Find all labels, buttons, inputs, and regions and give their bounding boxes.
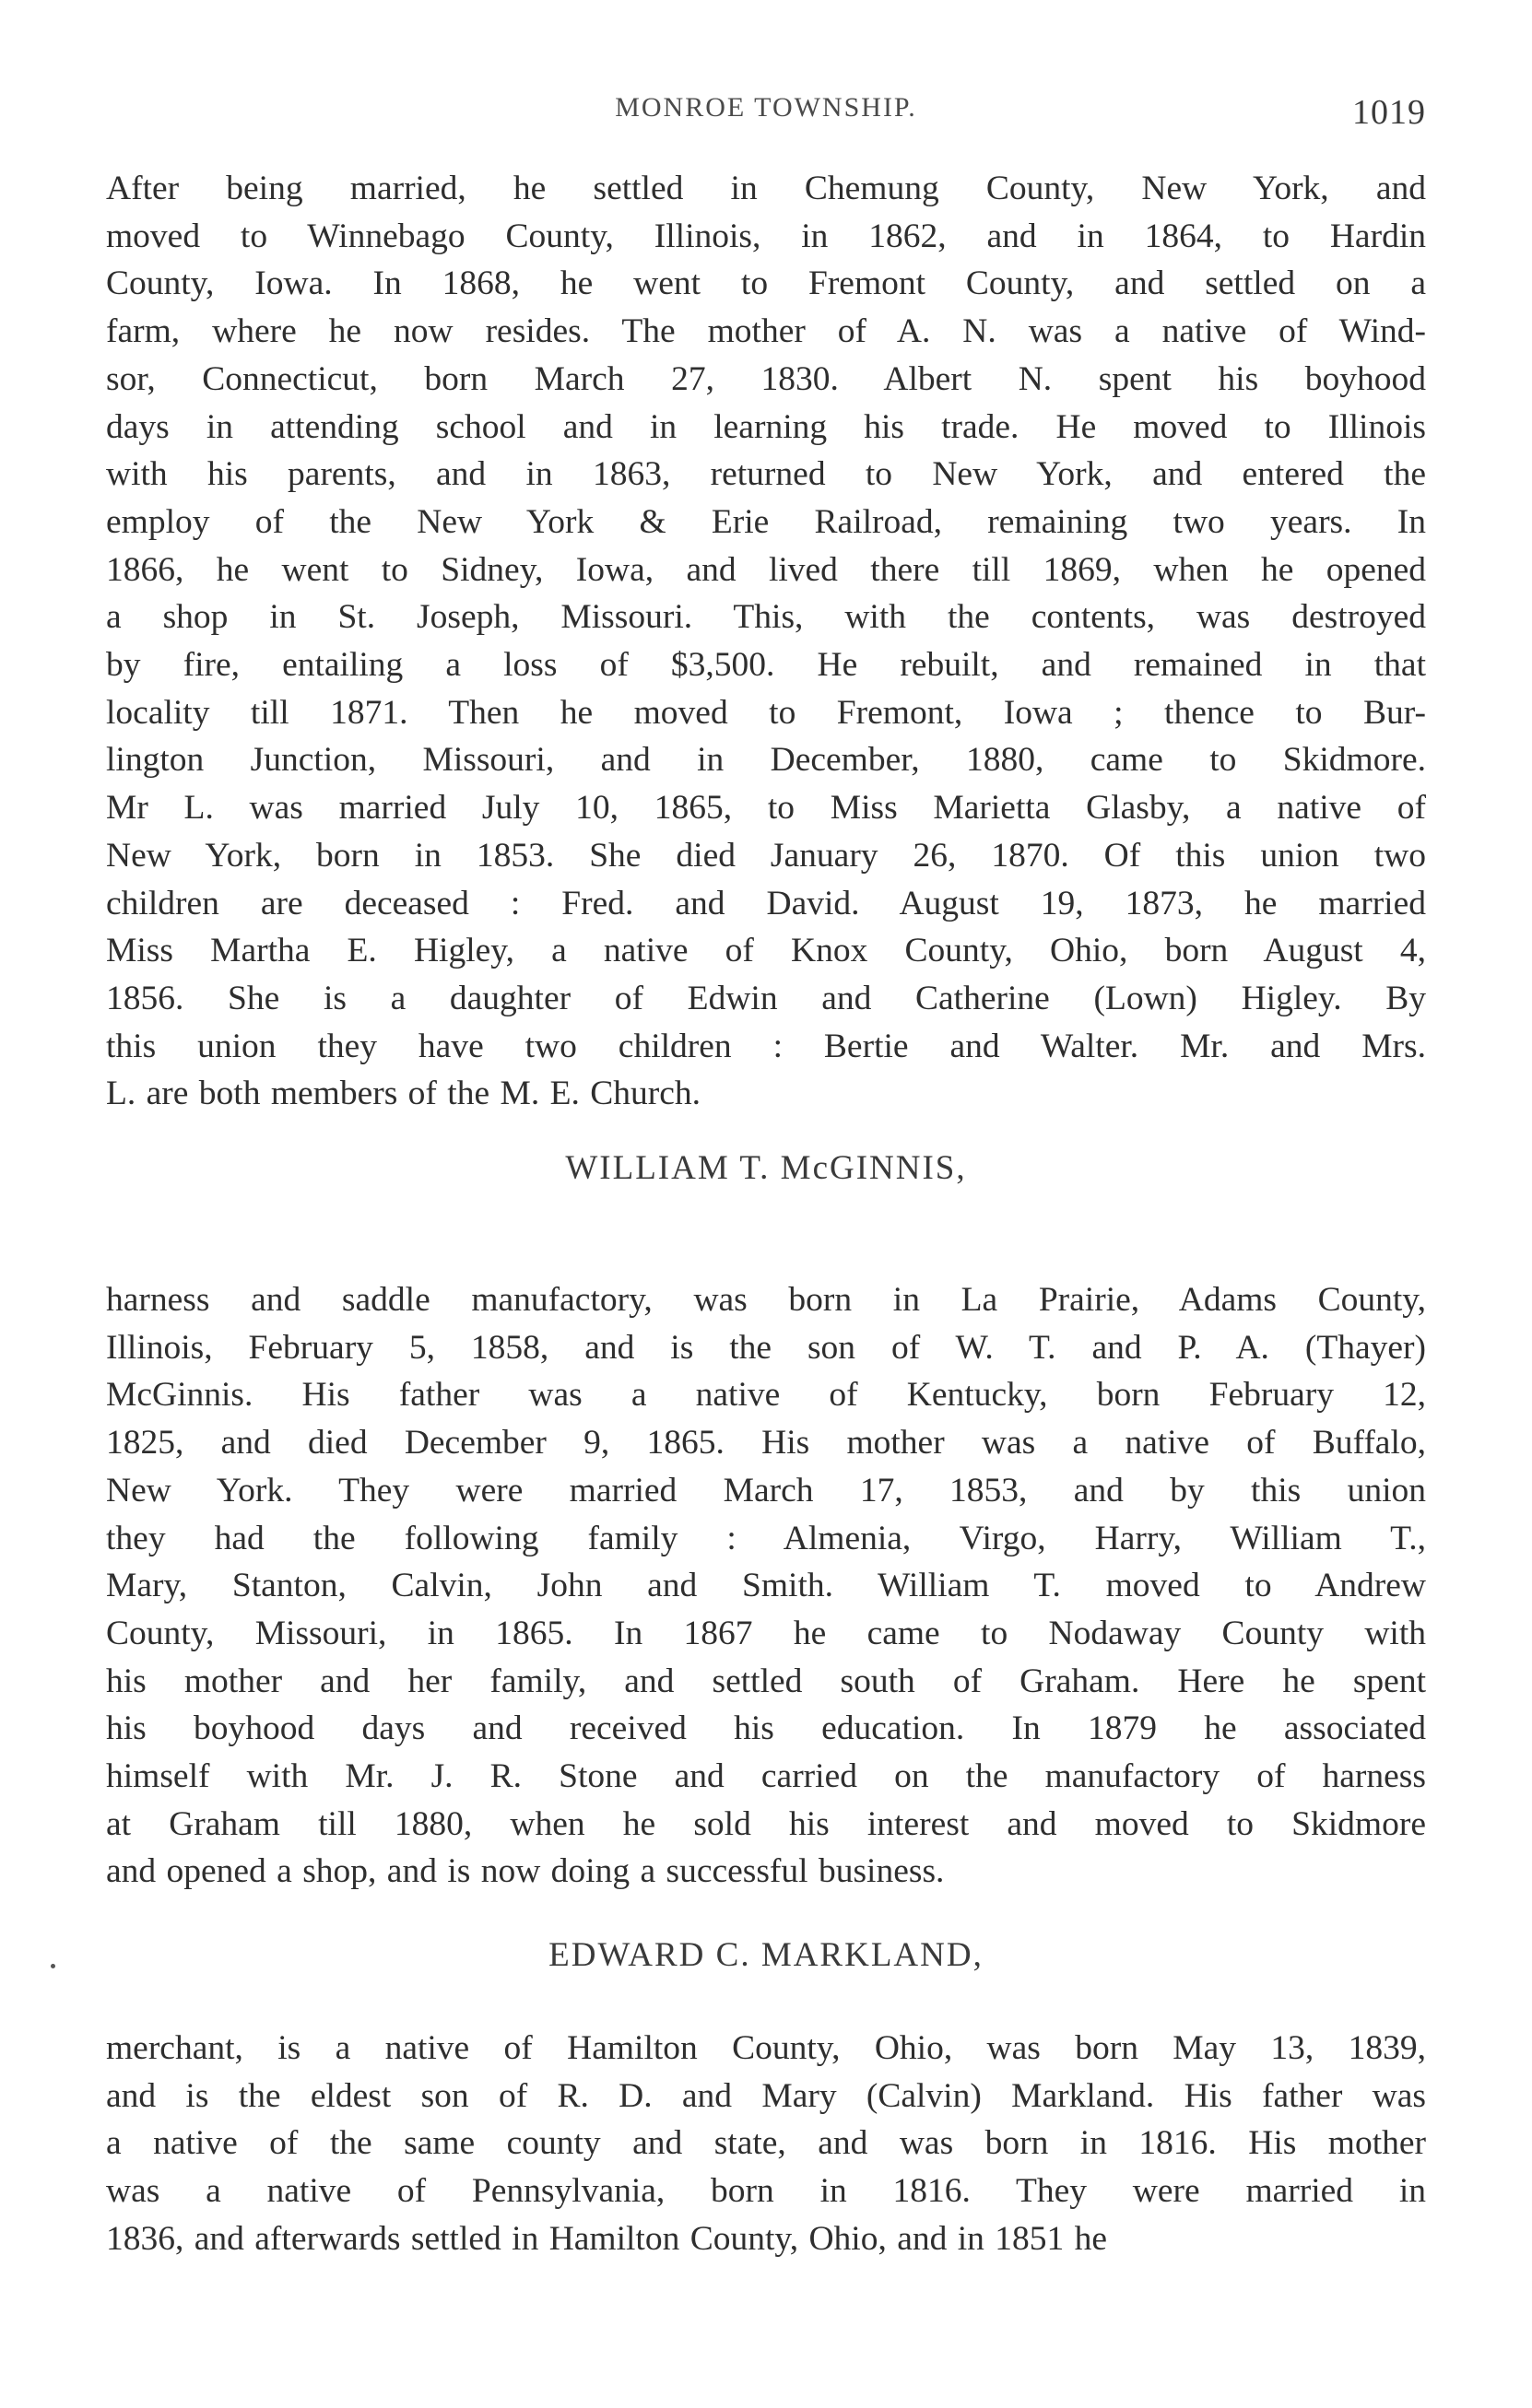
heading-edward-c-markland: EDWARD C. MARKLAND, xyxy=(548,1936,984,1974)
paragraph-continued-biography xyxy=(106,165,1426,1118)
text-line: County, Missouri, in 1865. In 1867 he came to Nodaway County with xyxy=(106,1614,1426,1652)
paragraph-markland-biography xyxy=(106,2025,1426,2263)
text-line: days in attending school and in learning his trade. He moved to Illinois xyxy=(106,407,1426,446)
text-line: locality till 1871. Then he moved to Fremont, Iowa ; thence to Bur- xyxy=(106,693,1426,732)
text-line: 1866, he went to Sidney, Iowa, and lived there till 1869, when he opened xyxy=(106,550,1426,589)
text-line: moved to Winnebago County, Illinois, in 1862, and in 1864, to Hardin xyxy=(106,217,1426,255)
text-line: his boyhood days and received his education. In 1879 he associated xyxy=(106,1709,1426,1748)
text-line: lington Junction, Missouri, and in December, 1880, came to Skidmore. xyxy=(106,741,1426,780)
text-line: After being married, he settled in Chemung County, New York, and xyxy=(106,170,1426,207)
text-line: 1825, and died December 9, 1865. His mother was a native of Buffalo, xyxy=(106,1424,1426,1462)
text-line: and is the eldest son of R. D. and Mary (Calvin) Markland. His father was xyxy=(106,2076,1426,2115)
text-line: sor, Connecticut, born March 27, 1830. Albert N. spent his boyhood xyxy=(106,359,1426,398)
text-line: they had the following family : Almenia, Virgo, Harry, William T., xyxy=(106,1519,1426,1557)
text-line: merchant, is a native of Hamilton County, Ohio, was born May 13, 1839, xyxy=(106,2029,1426,2067)
text-line: was a native of Pennsylvania, born in 1816. They were married in xyxy=(106,2172,1426,2211)
text-line: Mr L. was married July 10, 1865, to Miss Marietta Glasby, a native of xyxy=(106,789,1426,828)
text-line: and opened a shop, and is now doing a successful business. xyxy=(106,1852,945,1891)
text-line: a native of the same county and state, and was born in 1816. His mother xyxy=(106,2124,1426,2163)
running-head xyxy=(106,92,1426,138)
text-line: by fire, entailing a loss of $3,500. He rebuilt, and remained in that xyxy=(106,646,1426,685)
text-line: harness and saddle manufactory, was born in La Prairie, Adams County, xyxy=(106,1281,1426,1319)
text-line: Mary, Stanton, Calvin, John and Smith. William T. moved to Andrew xyxy=(106,1567,1426,1605)
text-line: 1856. She is a daughter of Edwin and Catherine (Lown) Higley. By xyxy=(106,979,1426,1017)
text-line: New York. They were married March 17, 1853, and by this union xyxy=(106,1471,1426,1509)
text-line: his mother and her family, and settled south of Graham. Here he spent xyxy=(106,1662,1426,1700)
text-line: County, Iowa. In 1868, he went to Fremont County, and settled on a xyxy=(106,264,1426,303)
text-line: Miss Martha E. Higley, a native of Knox County, Ohio, born August 4, xyxy=(106,932,1426,970)
text-line: 1836, and afterwards settled in Hamilton County, Ohio, and in 1851 he xyxy=(106,2219,1108,2258)
text-line: at Graham till 1880, when he sold his interest and moved to Skidmore xyxy=(106,1804,1426,1843)
heading-william-t-mcginnis: WILLIAM T. McGINNIS, xyxy=(565,1149,967,1187)
text-line: Illinois, February 5, 1858, and is the son of W. T. and P. A. (Thayer) xyxy=(106,1328,1426,1367)
text-line: this union they have two children : Bertie and Walter. Mr. and Mrs. xyxy=(106,1027,1426,1065)
text-line: New York, born in 1853. She died January 26, 1870. Of this union two xyxy=(106,836,1426,875)
text-line: employ of the New York & Erie Railroad, remaining two years. In xyxy=(106,502,1426,541)
print-speck xyxy=(51,1964,55,1968)
text-line: a shop in St. Joseph, Missouri. This, with the contents, was destroyed xyxy=(106,598,1426,637)
text-line: farm, where he now resides. The mother of A. N. was a native of Wind- xyxy=(106,312,1426,351)
running-title: MONROE TOWNSHIP. xyxy=(615,92,917,123)
page-number: 1019 xyxy=(1352,93,1426,132)
text-line: L. are both members of the M. E. Church. xyxy=(106,1075,701,1113)
text-line: children are deceased : Fred. and David. August 19, 1873, he married xyxy=(106,884,1426,922)
paragraph-mcginnis-biography xyxy=(106,1276,1426,1896)
text-line: McGinnis. His father was a native of Kentucky, born February 12, xyxy=(106,1376,1426,1415)
text-line: with his parents, and in 1863, returned to New York, and entered the xyxy=(106,455,1426,494)
text-line: himself with Mr. J. R. Stone and carried on the manufactory of harness xyxy=(106,1757,1426,1796)
